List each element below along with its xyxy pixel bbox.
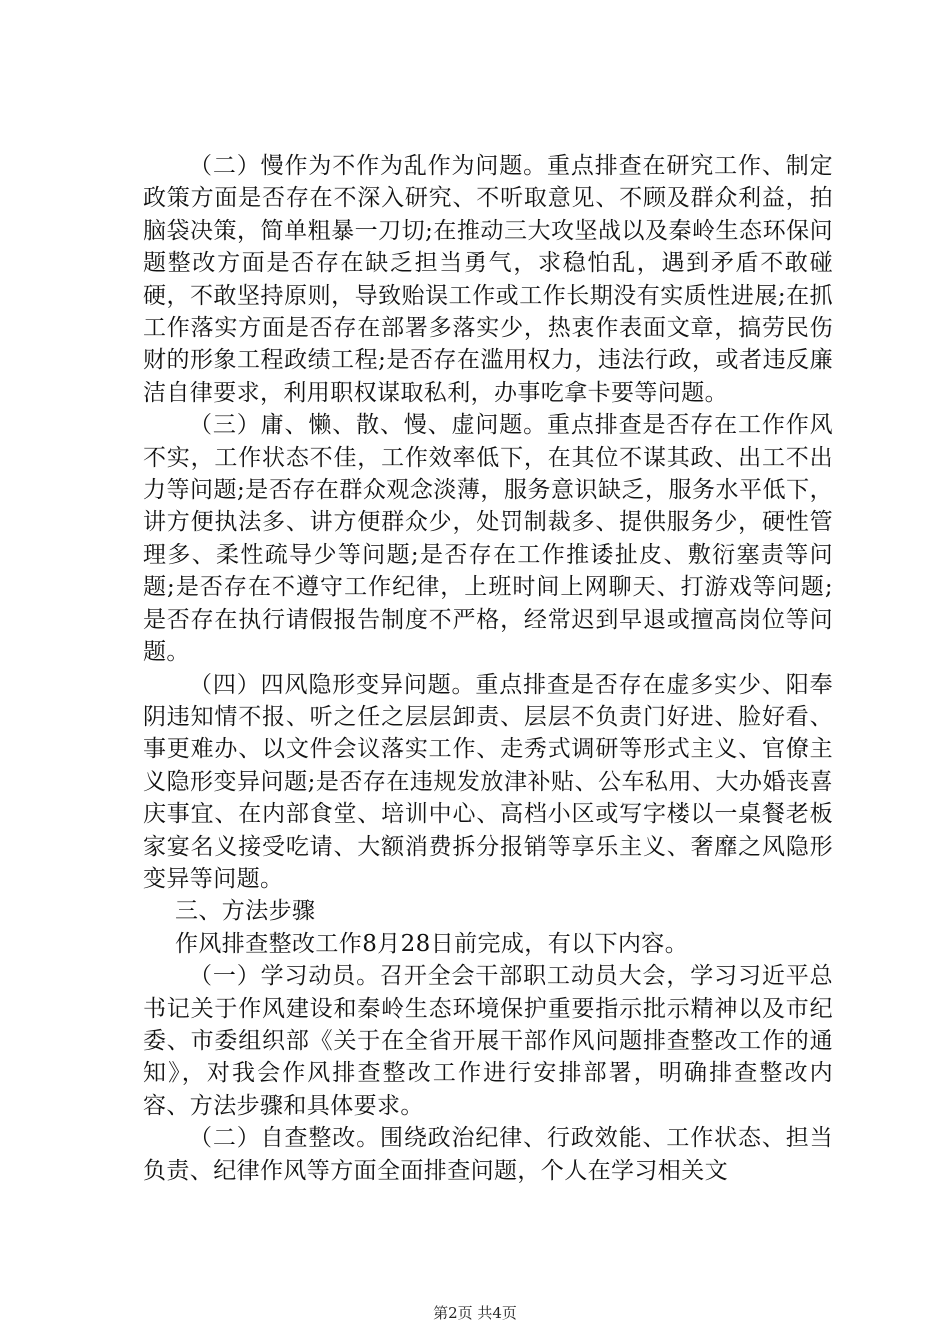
paragraph-item-4: （四）四风隐形变异问题。重点排查是否存在虚多实少、阳奉阴违知情不报、听之任之层层卸责、层层不负责门好进、脸好看、事更难办、以文件会议落实工作、走秀式调研等形式主义、官僚主义隐形变异问题;是否存在违规发放津补贴、公车私用、大办婚丧喜庆事宜、在内部食堂、培训中心、高档小区或写字楼以一桌餐老板家宴名义接受吃请、大额消费拆分报销等享乐主义、奢靡之风隐形变异等问题。 <box>143 671 833 892</box>
page-number-label: 第2页 共4页 <box>433 1304 517 1322</box>
paragraph-item-3: （三）庸、懒、散、慢、虚问题。重点排查是否存在工作作风不实，工作状态不佳，工作效率低下，在其位不谋其政、出工不出力等问题;是否存在群众观念淡薄，服务意识缺乏，服务水平低下，讲方便执法多、讲方便群众少，处罚制裁多、提供服务少，硬性管理多、柔性疏导少等问题;是否存在工作推诿扯皮、敷衍塞责等问题;是否存在不遵守工作纪律，上班时间上网聊天、打游戏等问题;是否存在执行请假报告制度不严格，经常迟到早退或擅高岗位等问题。 <box>143 412 833 666</box>
paragraph-item-2: （二）慢作为不作为乱作为问题。重点排查在研究工作、制定政策方面是否存在不深入研究、不听取意见、不顾及群众利益，拍脑袋决策，简单粗暴一刀切;在推动三大攻坚战以及秦岭生态环保问题整改方面是否存在缺乏担当勇气，求稳怕乱，遇到矛盾不敢碰硬，不敢坚持原则，导致贻误工作或工作长期没有实质性进展;在抓工作落实方面是否存在部署多落实少，热衷作表面文章，搞劳民伤财的形象工程政绩工程;是否存在滥用权力，违法行政，或者违反廉洁自律要求，利用职权谋取私利，办事吃拿卡要等问题。 <box>143 153 833 406</box>
step-item-1: （一）学习动员。召开全会干部职工动员大会，学习习近平总书记关于作风建设和秦岭生态环境保护重要指示批示精神以及市纪委、市委组织部《关于在全省开展干部作风问题排查整改工作的通知》，对我会作风排查整改工作进行安排部署，明确排查整改内容、方法步骤和具体要求。 <box>143 963 833 1119</box>
step-item-2: （二）自查整改。围绕政治纪律、行政效能、工作状态、担当负责、纪律作风等方面全面排查问题，个人在学习相关文 <box>143 1125 833 1184</box>
document-body <box>143 150 833 1187</box>
section-heading: 三、方法步骤 <box>175 898 316 925</box>
page-footer <box>0 1302 950 1323</box>
section-intro: 作风排查整改工作8月28日前完成，有以下内容。 <box>175 930 689 957</box>
